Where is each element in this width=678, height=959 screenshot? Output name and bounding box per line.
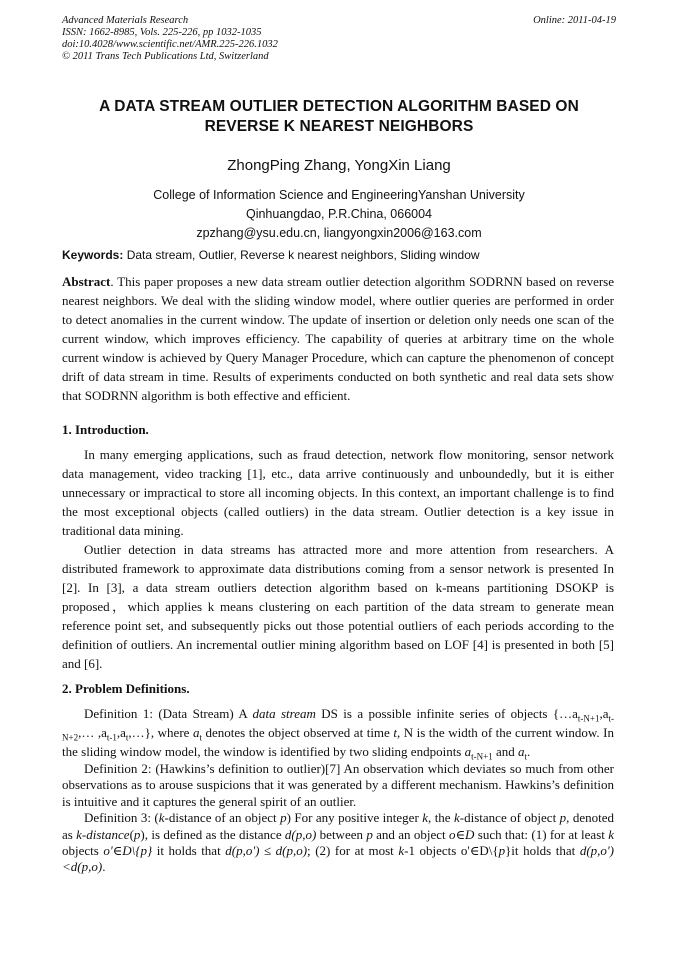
abstract <box>62 272 614 405</box>
section-heading: 2. Problem Definitions. <box>62 681 190 696</box>
section-introduction <box>62 420 614 673</box>
title-line-2: REVERSE K NEAREST NEIGHBORS <box>204 118 474 135</box>
author-emails: zpzhang@ysu.edu.cn, liangyongxin2006@163.com <box>196 226 482 240</box>
affiliation-line-2: Qinhuangdao, P.R.China, 066004 <box>245 207 433 221</box>
title-line-1: A DATA STREAM OUTLIER DETECTION ALGORITHM BASED ON <box>99 98 579 115</box>
journal-name: Advanced Materials Research <box>62 15 189 26</box>
abstract-text: . This paper proposes a new data stream outlier detection algorithm SODRNN based on reverse nearest neighbors. We deal with the sliding window model, where outlier queries are performed in order to detect anomalies in the current window. The update of insertion or deletion only needs one scan of the current window, which improves efficiency. The capability of queries at arbitrary time on the whole current window is achieved by Query Manager Procedure, which can capture the phenomenon of concept drift of data stream in time. Results of experiments conducted on both synthetic and real data sets show that SODRNN algorithm is both effective and efficient. <box>62 274 614 403</box>
issn-line: ISSN: 1662-8985, Vols. 225-226, pp 1032-1035 <box>62 27 262 38</box>
doi-line: doi:10.4028/www.scientific.net/AMR.225-226.1032 <box>62 39 278 50</box>
paragraph: In many emerging applications, such as fraud detection, network flow monitoring, sensor network data management, video tracking [1], etc., data arrive continuously and unboundedly, but it is either unnecessary or impractical to store all incoming objects. In this context, an important challenge is to find the most exceptional objects (called outliers) in the data stream. Outlier detection is a key issue in traditional data mining. <box>62 447 614 538</box>
keywords-text: Data stream, Outlier, Reverse k nearest neighbors, Sliding window <box>126 248 480 262</box>
paper-title <box>62 97 616 137</box>
paragraph: Outlier detection in data streams has attracted more and more attention from researchers. A distributed framework to approximate data distributions coming from a sensor network is presented In [2]. In [3], a data stream outliers detection algorithm based on k-means partitioning DSOKP is proposed，which applies k means clustering on each partition of the data stream to generate mean reference point set, and subsequently picks out those potential outliers of each periods according to the definition of outliers. An incremental outlier mining algorithm based on LOF [4] is presented in both [5] and [6]. <box>62 542 614 671</box>
copyright-line: © 2011 Trans Tech Publications Ltd, Switzerland <box>62 51 269 62</box>
definition-2: Definition 2: (Hawkins’s definition to outlier)[7] An observation which deviates so much from other observations as to arouse suspicions that it was generated by a different mechanism. Hawkins’s definition is intuitive and it captures the general spirit of an outlier. <box>62 761 614 809</box>
keywords <box>62 247 616 263</box>
abstract-label: Abstract <box>62 274 111 289</box>
online-date: Online: 2011-04-19 <box>533 15 616 26</box>
section-problem-definitions <box>62 679 614 876</box>
affiliation-line-1: College of Information Science and EngineeringYanshan University <box>153 188 525 202</box>
keywords-label: Keywords: <box>62 248 124 262</box>
definition-3: Definition 3: (k-distance of an object p) For any positive integer k, the k-distance of object p, denoted as k-distance(p), is defined as the distance d(p,o) between p and an object o∈D such that: (1) for at least k objects o'∈D\{p} it holds that d(p,o') ≤ d(p,o); (2) for at most k-1 objects o'∈D\{p}it holds that d(p,o')<d(p,o). <box>62 810 615 875</box>
section-heading: 1. Introduction. <box>62 422 149 437</box>
author-list: ZhongPing Zhang, YongXin Liang <box>227 157 451 174</box>
affiliation <box>0 186 678 243</box>
publication-info <box>62 15 278 63</box>
definition-1: Definition 1: (Data Stream) A data stream DS is a possible infinite series of objects {$\dots a_{t-N+1},a_{t-N+2},\dots$ $,a_{t-1},a_t,\dots$}, where $a_t$ denotes the object observed at time t, N is the width of the current window. In the sliding window model, the window is identified by two sliding endpoints $a_{t-N+1}$ and $a_t$. <box>62 706 615 762</box>
